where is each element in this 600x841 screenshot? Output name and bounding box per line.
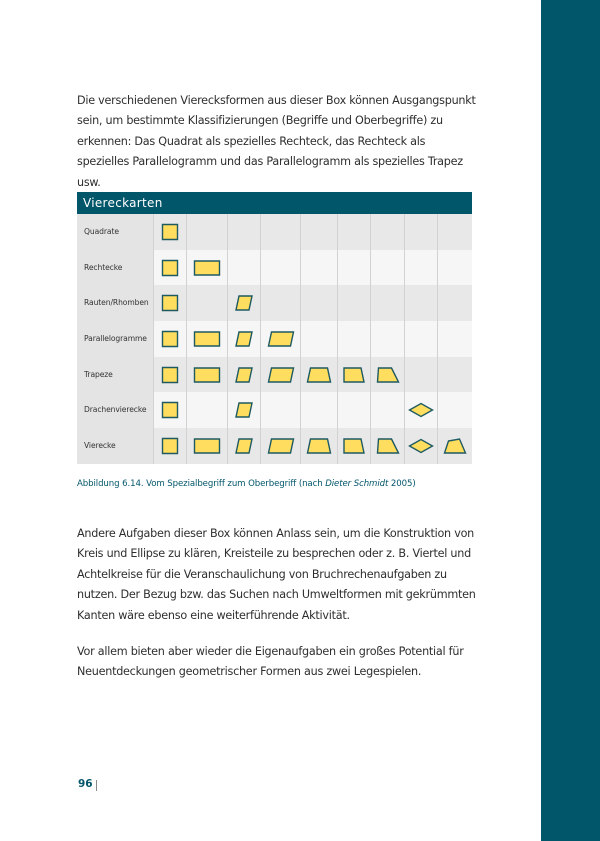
square-shape-icon [163, 331, 178, 346]
rhombus-shape-icon [236, 439, 252, 453]
shape-cell [404, 214, 437, 250]
page-number-divider [96, 780, 97, 791]
rhombus-shape-icon [236, 296, 252, 310]
shape-cell [260, 357, 300, 393]
shape-cell [153, 250, 186, 286]
shape-cell [260, 392, 300, 428]
shape-cell [370, 214, 404, 250]
figure-caption [77, 479, 416, 489]
rhombus-shape-icon [236, 368, 252, 382]
shape-cell [404, 428, 437, 464]
shape-cell [227, 357, 260, 393]
shape-cell [337, 285, 370, 321]
shape-cell [337, 428, 370, 464]
square-shape-icon [163, 438, 178, 453]
shape-cell [437, 392, 472, 428]
row-label: Trapeze [77, 357, 153, 393]
shape-cell [337, 250, 370, 286]
shape-cell [437, 285, 472, 321]
shape-cell [370, 392, 404, 428]
row-label: Drachenvierecke [77, 392, 153, 428]
shape-cell [404, 392, 437, 428]
shape-cell [186, 392, 227, 428]
table-body [77, 214, 472, 464]
trapezoid-right-shape-icon [344, 368, 364, 382]
shape-cell [337, 214, 370, 250]
shape-cell [153, 428, 186, 464]
shape-cell [227, 214, 260, 250]
square-shape-icon [163, 260, 178, 275]
trapezoid-isosceles-shape-icon [308, 439, 331, 453]
rectangle-shape-icon [195, 368, 220, 382]
shape-cell [370, 321, 404, 357]
shape-cell [153, 285, 186, 321]
shape-cell [300, 214, 337, 250]
table-row [77, 357, 472, 393]
shape-cell [337, 357, 370, 393]
shape-cell [186, 285, 227, 321]
shape-cell [437, 428, 472, 464]
shape-cell [153, 392, 186, 428]
row-label: Rauten/Rhomben [77, 285, 153, 321]
shape-cell [370, 250, 404, 286]
shape-cell [186, 321, 227, 357]
shape-cell [227, 428, 260, 464]
shape-cell [437, 357, 472, 393]
shape-cell [186, 250, 227, 286]
shape-cell [153, 214, 186, 250]
square-shape-icon [163, 296, 178, 311]
table-title: Viereckarten [77, 192, 472, 214]
shape-cell [404, 250, 437, 286]
table-row [77, 321, 472, 357]
square-shape-icon [163, 367, 178, 382]
shape-cell [404, 321, 437, 357]
table-row [77, 285, 472, 321]
shape-cell [153, 357, 186, 393]
third-paragraph: Vor allem bieten aber wieder die Eigenaufgaben ein großes Potential für Neuentdeckungen geometrischer Formen aus zwei Legespielen. [77, 645, 464, 679]
parallelogram-shape-icon [268, 332, 293, 346]
trapezoid-right-slant-shape-icon [377, 368, 398, 382]
shape-cell [153, 321, 186, 357]
caption-prefix: Abbildung 6.14. Vom Spezialbegriff zum Oberbegriff (nach [77, 479, 326, 489]
rhombus-shape-icon [236, 403, 252, 417]
shape-cell [300, 392, 337, 428]
shape-cell [227, 392, 260, 428]
shape-cell [300, 285, 337, 321]
shape-cell [227, 321, 260, 357]
trapezoid-right-slant-shape-icon [377, 439, 398, 453]
general-quadrilateral-shape-icon [445, 439, 466, 453]
shape-cell [437, 321, 472, 357]
caption-author: Dieter Schmidt [325, 479, 389, 489]
shape-cell [227, 285, 260, 321]
shape-cell [300, 428, 337, 464]
parallelogram-shape-icon [268, 368, 293, 382]
table-row [77, 214, 472, 250]
chapter-sidebar-band [541, 0, 600, 841]
trapezoid-isosceles-shape-icon [308, 368, 331, 382]
shape-cell [337, 392, 370, 428]
table-row [77, 392, 472, 428]
shape-cell [186, 428, 227, 464]
shape-cell [186, 357, 227, 393]
shape-cell [370, 428, 404, 464]
kite-shape-icon [410, 439, 433, 452]
rhombus-shape-icon [236, 332, 252, 346]
shape-cell [337, 321, 370, 357]
quadrilateral-classification-table [77, 192, 472, 464]
shape-cell [437, 250, 472, 286]
shape-cell [300, 321, 337, 357]
shape-cell [404, 357, 437, 393]
shape-cell [370, 357, 404, 393]
table-row [77, 428, 472, 464]
row-label: Quadrate [77, 214, 153, 250]
rectangle-shape-icon [195, 261, 220, 275]
row-label: Vierecke [77, 428, 153, 464]
kite-shape-icon [410, 404, 433, 417]
shape-cell [260, 214, 300, 250]
shape-cell [437, 214, 472, 250]
intro-paragraph: Die verschiedenen Vierecksformen aus dieser Box können Ausgangspunkt sein, um bestimmte Klassifizierungen (Begriffe und Oberbegriffe) zu erkennen: Das Quadrat als spezielles Rechteck, das Rechteck als spezielles Parallelogramm und das Parallelogramm als spezielles Trapez usw. [77, 94, 476, 189]
caption-suffix: 2005) [388, 479, 416, 489]
rectangle-shape-icon [195, 332, 220, 346]
shape-cell [227, 250, 260, 286]
shape-cell [186, 214, 227, 250]
row-label: Parallelogramme [77, 321, 153, 357]
row-label: Rechtecke [77, 250, 153, 286]
square-shape-icon [163, 224, 178, 239]
shape-cell [260, 321, 300, 357]
shape-cell [260, 250, 300, 286]
table-row [77, 250, 472, 286]
shape-cell [370, 285, 404, 321]
trapezoid-right-shape-icon [344, 439, 364, 453]
second-paragraph: Andere Aufgaben dieser Box können Anlass sein, um die Konstruktion von Kreis und Ellipse zu klären, Kreisteile zu besprechen oder z. B. Viertel und Achtelkreise für die Veranschaulichung von Bruchrechenaufgaben zu nutzen. Der Bezug bzw. das Suchen nach Umweltformen mit gekrümmten Kanten wäre ebenso eine weiterführende Aktivität. [77, 527, 476, 622]
shape-cell [404, 285, 437, 321]
rectangle-shape-icon [195, 439, 220, 453]
shape-cell [260, 285, 300, 321]
parallelogram-shape-icon [268, 439, 293, 453]
shape-cell [300, 250, 337, 286]
shape-cell [260, 428, 300, 464]
square-shape-icon [163, 403, 178, 418]
page-number: 96 [78, 778, 93, 790]
shape-cell [300, 357, 337, 393]
